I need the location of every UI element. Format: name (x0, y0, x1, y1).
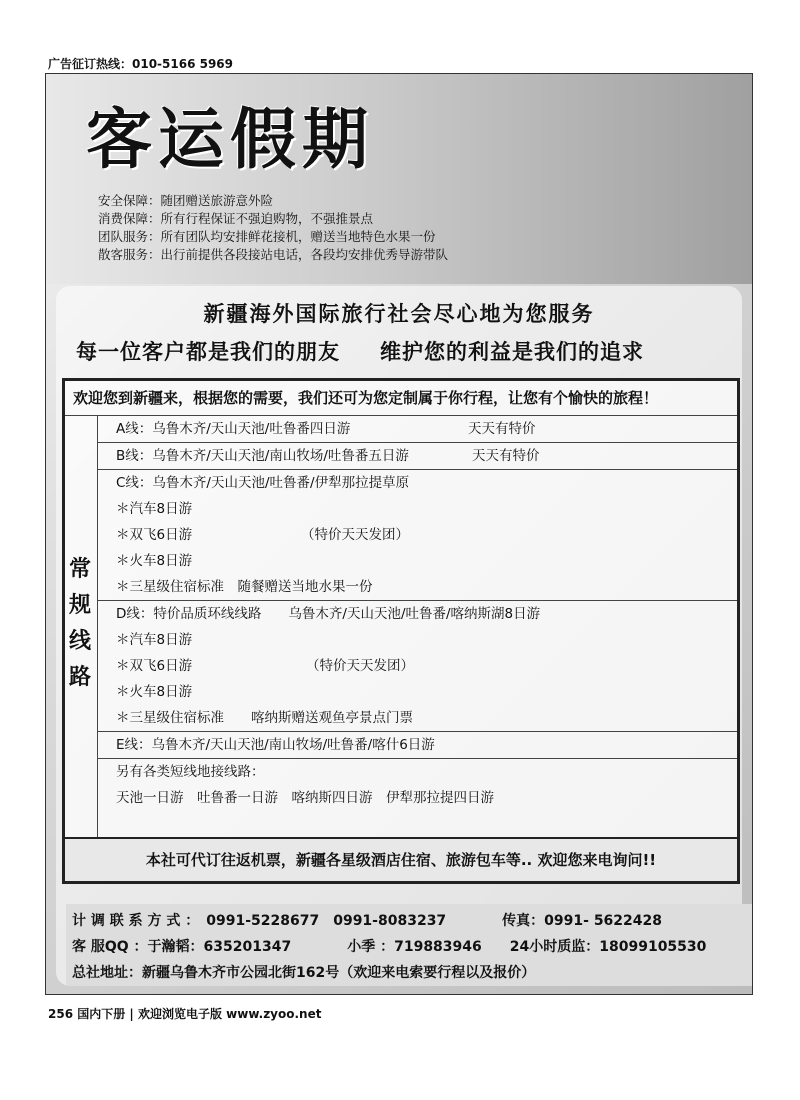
route-a-text: A线：乌鲁木齐/天山天池/吐鲁番四日游 (116, 421, 351, 437)
route-e-text: E线：乌鲁木齐/天山天池/南山牧场/吐鲁番/喀什6日游 (116, 737, 435, 753)
route-d-text: D线：特价品质环线线路 乌鲁木齐/天山天池/吐鲁番/喀纳斯湖8日游 (116, 606, 541, 622)
route-d-item: ＊汽车8日游 (116, 632, 193, 648)
short-routes-title: 另有各类短线地接线路： (116, 764, 265, 780)
guarantee-list (98, 192, 448, 264)
short-routes-text: 天池一日游 吐鲁番一日游 喀纳斯四日游 伊犁那拉提四日游 (116, 790, 494, 806)
route-d-item: ＊双飞6日游 (116, 658, 193, 674)
route-c-text: C线：乌鲁木齐/天山天池/吐鲁番/伊犁那拉提草原 (116, 475, 410, 491)
route-list (98, 416, 737, 811)
contact-qq: 客 服QQ ：于瀚韬：635201347 小季 ：719883946 24小时质监：18099105530 (72, 939, 707, 955)
side-char: 线 (69, 629, 92, 654)
route-d-item: ＊火车8日游 (116, 684, 193, 700)
route-b (98, 443, 737, 470)
service-panel (56, 286, 742, 986)
slogan-sub (76, 336, 732, 366)
route-b-text: B线：乌鲁木齐/天山天池/南山牧场/吐鲁番五日游 (116, 448, 409, 464)
ad-hotline: 广告征订热线：010-5166 5969 (48, 57, 234, 71)
route-a (98, 416, 737, 443)
contact-address: 总社地址：新疆乌鲁木齐市公园北街162号（欢迎来电索要行程以及报价） (72, 965, 536, 981)
route-c-item: ＊双飞6日游 (116, 527, 193, 543)
route-c-note: （特价天天发团） (301, 527, 409, 543)
route-c-item: ＊火车8日游 (116, 553, 193, 569)
route-c (98, 470, 737, 601)
slogan-main: 新疆海外国际旅行社会尽心地为您服务 (203, 302, 595, 326)
regular-routes-label (65, 416, 98, 840)
advert-frame (45, 73, 753, 995)
route-box (62, 378, 740, 884)
route-e (98, 732, 737, 759)
welcome-text: 欢迎您到新疆来，根据您的需要，我们还可为您定制属于你行程，让您有个愉快的旅程！ (65, 381, 737, 416)
route-d-note: （特价天天发团） (306, 658, 414, 674)
guarantee-item: 散客服务：出行前提供各段接站电话，各段均安排优秀导游带队 (98, 247, 449, 262)
side-char: 规 (69, 593, 92, 618)
slogan-interest: 维护您的利益是我们的追求 (380, 340, 644, 364)
ad-title: 客运假期 (86, 100, 374, 178)
route-c-item: ＊汽车8日游 (116, 501, 193, 517)
route-c-item: ＊三星级住宿标准 随餐赠送当地水果一份 (116, 579, 373, 595)
contact-phones: 计 调 联 系 方 式 ： 0991-5228677 0991-8083237 传真：0991- 5622428 (72, 913, 663, 929)
route-b-note: 天天有特价 (472, 448, 540, 464)
guarantee-item: 消费保障：所有行程保证不强迫购物，不强推景点 (98, 211, 374, 226)
slogan-friend: 每一位客户都是我们的朋友 (76, 340, 340, 364)
contact-block (66, 904, 752, 986)
guarantee-item: 安全保障：随团赠送旅游意外险 (98, 193, 274, 208)
page-footer: 256 国内下册 | 欢迎浏览电子版 www.zyoo.net (48, 1007, 322, 1021)
side-char: 路 (69, 665, 92, 690)
side-char: 常 (69, 557, 92, 582)
guarantee-item: 团队服务：所有团队均安排鲜花接机，赠送当地特色水果一份 (98, 229, 436, 244)
booking-note: 本社可代订往返机票，新疆各星级酒店住宿、旅游包车等.. 欢迎您来电询问!! (65, 837, 737, 881)
route-d (98, 601, 737, 732)
route-d-item: ＊三星级住宿标准 喀纳斯赠送观鱼亭景点门票 (116, 710, 413, 726)
route-a-note: 天天有特价 (468, 421, 536, 437)
short-routes (98, 759, 737, 811)
